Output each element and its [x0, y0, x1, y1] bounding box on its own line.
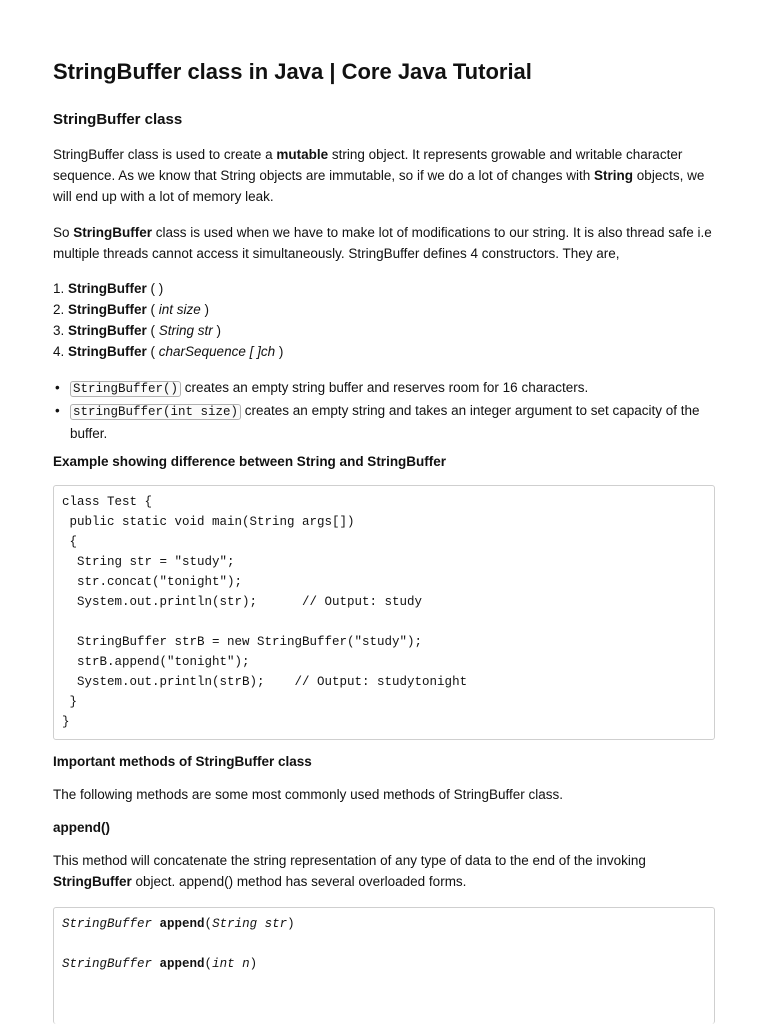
stringbuffer-keyword: StringBuffer — [53, 874, 132, 889]
example-heading: Example showing difference between String and StringBuffer — [53, 454, 447, 469]
intro-paragraph: StringBuffer class is used to create a mutable string object. It represents growable and writable character sequence. As we know that String objects are immutable, so if we do a lot of changes with String objects, we will end up with a lot of memory leak. — [53, 147, 705, 204]
code-line: strB.append("tonight"); — [62, 655, 250, 669]
code-line: public static void main(String args[]) — [62, 515, 355, 529]
list-item: • StringBuffer() creates an empty string buffer and reserves room for 16 characters. — [53, 377, 718, 400]
bullet-icon: • — [55, 403, 60, 418]
methods-intro: The following methods are some most commonly used methods of StringBuffer class. — [53, 787, 563, 802]
mutable-keyword: mutable — [276, 147, 329, 162]
constructor-list — [53, 278, 283, 362]
list-item: 4. StringBuffer ( charSequence [ ]ch ) — [53, 344, 284, 359]
code-line: StringBuffer strB = new StringBuffer("study"); — [62, 635, 423, 649]
list-item: 2. StringBuffer ( int size ) — [53, 302, 210, 317]
code-line: System.out.println(str); // Output: study — [62, 595, 423, 609]
string-keyword: String — [594, 168, 634, 183]
inline-code: StringBuffer() — [70, 381, 181, 397]
section-heading: StringBuffer class — [53, 111, 183, 128]
methods-heading: Important methods of StringBuffer class — [53, 754, 312, 769]
code-line: { — [62, 535, 78, 549]
signature-line: StringBuffer append(int n) — [62, 957, 258, 971]
page-title: StringBuffer class in Java | Core Java Tutorial — [53, 59, 532, 84]
code-line: str.concat("tonight"); — [62, 575, 243, 589]
list-item: 1. StringBuffer ( ) — [53, 281, 164, 296]
bullet-icon: • — [55, 380, 60, 395]
code-line: } — [62, 695, 78, 709]
signature-line: StringBuffer append(String str) — [62, 917, 295, 931]
code-line — [62, 612, 714, 632]
stringbuffer-keyword: StringBuffer — [73, 225, 153, 240]
append-signatures-block — [53, 907, 715, 1024]
append-heading: append() — [53, 820, 110, 835]
inline-code: stringBuffer(int size) — [70, 404, 241, 420]
list-item: 3. StringBuffer ( String str ) — [53, 323, 222, 338]
append-description: This method will concatenate the string representation of any type of data to the end of the invoking StringBuffer object. append() method has several overloaded forms. — [53, 853, 646, 889]
code-line: System.out.println(strB); // Output: studytonight — [62, 675, 468, 689]
list-item: • stringBuffer(int size) creates an empty string and takes an integer argument to set capacity of the buffer. — [53, 400, 718, 444]
code-line: class Test { — [62, 495, 153, 509]
code-line: } — [62, 715, 70, 729]
constructor-notes-list — [53, 377, 718, 444]
constructors-paragraph: So StringBuffer class is used when we have to make lot of modifications to our string. It is also thread safe i.e multiple threads cannot access it simultaneously. StringBuffer defines 4 constructors. They are, — [53, 225, 712, 261]
code-example-block — [53, 485, 715, 740]
code-line: String str = "study"; — [62, 555, 235, 569]
